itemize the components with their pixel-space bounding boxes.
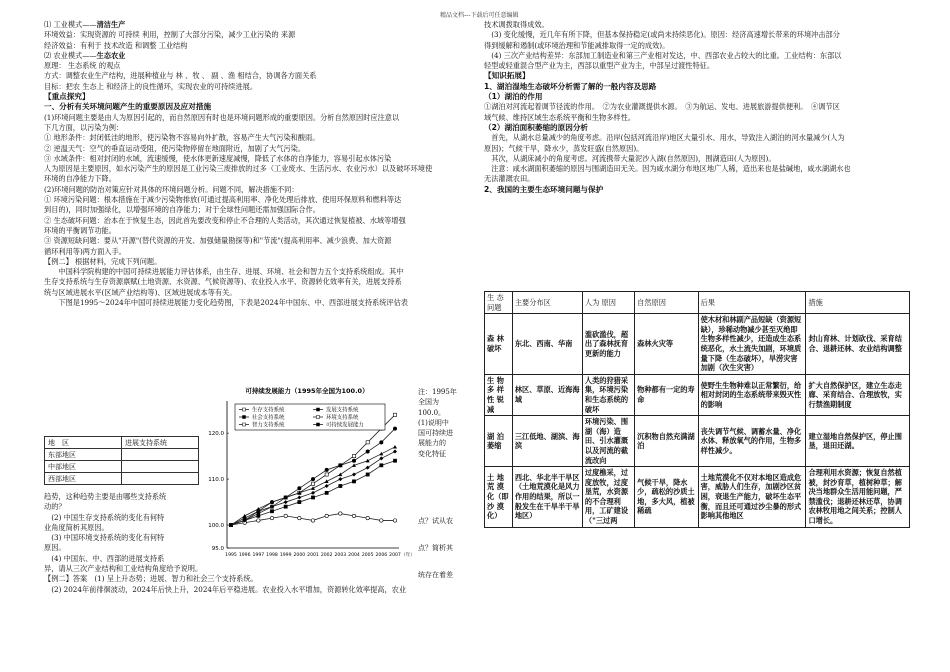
text-line: 技术调拨取得成效。 bbox=[484, 20, 549, 29]
x-tick-label: 2004 bbox=[348, 553, 360, 558]
data-point bbox=[311, 486, 315, 490]
x-tick-label: 1996 bbox=[238, 553, 251, 558]
data-point bbox=[393, 413, 396, 416]
text-line: (2) 2024年前徘徊波动，2024年后快上升，2024年后平稳进展。农业投入水平增加，资源转化效率提高，农业 bbox=[44, 584, 407, 594]
note-line: 注：1995年 bbox=[418, 388, 457, 396]
text-line: 原理： 生态系统 的观点 bbox=[44, 61, 121, 71]
table-header: 措施 bbox=[806, 292, 910, 314]
legend-label: 发展支持系统 bbox=[326, 407, 359, 414]
right-column bbox=[484, 20, 908, 195]
table-row bbox=[485, 416, 910, 467]
left-column bbox=[44, 20, 465, 308]
table-cell: 森林火灾等 bbox=[635, 314, 698, 375]
system-header: 进展支持系统 bbox=[122, 437, 199, 449]
text-line: ② 生态破坏问题：治本在于恢复生态，因此首先要改变和停止不合理的人类活动，其次通过恢复植被、水域等增强 bbox=[44, 215, 406, 225]
x-tick-label: 2001 bbox=[307, 553, 319, 558]
legend-label: 环境支持系统 bbox=[326, 415, 359, 421]
eco-table bbox=[484, 291, 910, 528]
text-line: 原因。 bbox=[44, 543, 66, 553]
data-point bbox=[311, 482, 314, 485]
x-tick-label: 1997 bbox=[252, 553, 265, 558]
text-line: 下图是1995～2024年中国可持续进展能力变化趋势图，下表是2024年中国东、中、西部进展支持系统评估表 bbox=[44, 298, 408, 308]
text-line: (2)环境问题的防治对策应针对具体的环境问题分析。问题不同，解决措施不同： bbox=[44, 184, 299, 194]
region-table bbox=[44, 436, 199, 485]
data-point bbox=[338, 477, 342, 481]
table-cell: 生 物 多 样 性 锐 减 bbox=[485, 374, 513, 415]
text-line: 域气候、维持区域生态系统平衡和生物多样性。 bbox=[484, 112, 635, 122]
text-line: 业角度简析其原因。 bbox=[44, 522, 109, 532]
table-cell: 合理利用水资源；恢复自然植被，封沙育草，植树种草；解决当地群众生活用能问题，严禁滥伐；退耕还林还草，协调农林牧用地之间关系；控制人口增长。 bbox=[806, 467, 910, 528]
text-line: (4) 中国东、中、西部的进展支持系 bbox=[44, 553, 165, 563]
text-line: 环境效益：实现资源的 可持续 利用，控制了大部分污染，减少工业污染的 来源 bbox=[44, 30, 296, 40]
note-line: 展能力的 bbox=[418, 439, 446, 448]
x-tick-label: 2002 bbox=[320, 553, 333, 558]
x-tick-label: 1999 bbox=[279, 553, 292, 558]
region-cell: 中部地区 bbox=[45, 461, 122, 473]
table-cell: 建立湿地自然保护区，停止围垦，退田还湖。 bbox=[806, 416, 910, 467]
region-header: 地 区 bbox=[45, 437, 122, 449]
data-point bbox=[393, 459, 396, 462]
note-line: 100.0。 bbox=[418, 408, 446, 417]
chart-notes bbox=[418, 387, 468, 459]
x-tick-label: 2006 bbox=[375, 553, 388, 558]
table-row bbox=[485, 314, 910, 375]
text-line: (3) 变化缓慢，近几年有所下降，但基本保持稳定(或尚未持续恶化)。原因：经济高速增长带来的环境冲击部分 bbox=[484, 30, 840, 40]
data-point bbox=[380, 464, 383, 467]
legend-marker bbox=[243, 423, 246, 426]
text-line: 【知识拓展】 bbox=[484, 71, 530, 81]
data-point bbox=[393, 427, 396, 430]
table-cell: 西北、华北半干旱区（土地荒漠化是风力作用的结果，所以一般发生在干旱半干旱地区） bbox=[512, 467, 582, 528]
legend-marker bbox=[317, 408, 320, 411]
y-tick-label: 100.0 bbox=[208, 523, 224, 530]
text-line: ① 环境污染问题：根本措施在于减少污染物排放(可通过提高利用率、净化处理后排放、使用环保原料和燃料等达 bbox=[44, 195, 402, 205]
data-point bbox=[338, 473, 342, 477]
data-point bbox=[380, 441, 383, 444]
table-header: 后果 bbox=[698, 292, 806, 314]
table-header: 自然原因 bbox=[635, 292, 698, 314]
table-row bbox=[485, 374, 910, 415]
text-line: 目标：把农 生态上 和经济上的良性循环，实现农业的可持续进展。 bbox=[44, 81, 258, 91]
data-point bbox=[352, 455, 355, 458]
legend-marker bbox=[317, 416, 320, 419]
text-line: 人为原因是主要原因，如水污染产生的原因是工业污染三废排放的过多（工业废水、生活污水、农业污水）以及破坏环境使 bbox=[44, 164, 433, 174]
text-line: 【重点探究】 bbox=[44, 92, 90, 102]
table-cell: 封山育林、计划砍伐、采育结合、退耕还林、农业结构调整 bbox=[806, 314, 910, 375]
table-header: 人为 原因 bbox=[582, 292, 634, 314]
data-point bbox=[366, 450, 369, 453]
note-line: 国可持续进 bbox=[418, 429, 453, 438]
data-point bbox=[352, 480, 355, 483]
left-lower bbox=[44, 492, 465, 595]
text-line: ② 逆温天气：空气的垂直运动受阻，使污染物停留在地面附近，加剧了大气污染。 bbox=[44, 143, 306, 153]
text-line: 环境的平衡调节功能。 bbox=[44, 225, 116, 235]
y-tick-label: 110.0 bbox=[208, 477, 224, 484]
text-line: 方式：调整农业生产结构，进展种植业与 林 、牧 、 副 、渔 相结合，协调各方面关系 bbox=[44, 71, 317, 81]
table-cell: 人类的狩猎采集，环境污染和生态系统的破坏 bbox=[582, 374, 634, 415]
text-line: 经济效益：有利于 技术改造 和调整 工业结构 bbox=[44, 40, 188, 50]
text-line: ③ 水域条件：相对封闭的水域，流速缓慢，使水体更新速度减慢，降低了水体的自净能力，容易引起水体污染 bbox=[44, 153, 392, 163]
legend-label: 可持续发展能力 bbox=[326, 422, 364, 429]
region-cell: 西部地区 bbox=[45, 473, 122, 485]
text-line: 1、湖泊湿地生态破坏分析需了解的一般内容及思路 bbox=[484, 81, 657, 91]
text-line: ① 地形条件：封闭低洼的地形，使污染物不容易向外扩散，容易产生大气污染和酸雨。 bbox=[44, 133, 320, 143]
data-point bbox=[352, 459, 355, 462]
data-point bbox=[339, 484, 342, 487]
text-line: 下几方面，以污染为例： bbox=[44, 122, 124, 132]
text-line: 【例二】答案 (1) 呈上升态势；进展、智力和社会三个支持系统。 bbox=[44, 574, 258, 584]
y-tick-label: 95.0 bbox=[211, 546, 224, 552]
data-point bbox=[352, 473, 356, 477]
data-point bbox=[393, 450, 397, 454]
x-tick-label: 2000 bbox=[293, 553, 306, 558]
table-cell: 扩大自然保护区，建立生态走廊、采育结合、合理放牧，实行禁渔期制度 bbox=[806, 374, 910, 415]
x-tick-label: 1998 bbox=[266, 553, 278, 558]
data-point bbox=[379, 452, 383, 456]
text-line: 无法灌溉农田。 bbox=[484, 174, 535, 184]
legend-marker bbox=[317, 423, 320, 426]
data-point bbox=[325, 484, 329, 488]
data-point bbox=[366, 441, 369, 444]
table-cell: 三江低地、湖滨、海滨 bbox=[512, 416, 582, 467]
y-tick-label: 120.0 bbox=[208, 431, 224, 438]
text-line: 动的？ bbox=[44, 502, 66, 512]
table-cell: 气候干旱，降水少，疏松的沙质土地，多大风，植被稀疏 bbox=[635, 467, 698, 528]
x-tick-label: 2005 bbox=[361, 553, 374, 558]
text-line: ⑵ 农业模式—— bbox=[44, 50, 97, 60]
legend-marker bbox=[243, 408, 246, 411]
table-cell: 土地荒漠化不仅对本地区造成危害，威胁人们生存，加剧沙区贫困，衰退生产能力，破坏生态平衡，而且还可通过沙尘暴的形式影响其他地区 bbox=[698, 467, 806, 528]
text-line: 统与区域进展水平(区域产业结构等)、区域进展成本等有关。 bbox=[44, 287, 237, 297]
note-line: 全国为 bbox=[418, 398, 439, 407]
chart-title: 可持续发展能力（1995年全国为100.0） bbox=[245, 387, 369, 395]
table-cell: 土 地 荒 漠 化（即 沙 漠 化） bbox=[485, 467, 513, 528]
bold-term: 生态农业 bbox=[96, 50, 126, 60]
note-line: (1)说明中 bbox=[418, 418, 449, 427]
text-line: (4) 三次产业结构差异：东部加工制造业和第三产业相对发达，中、西部农业占较大的比重。工业结构：东部以 bbox=[484, 50, 842, 60]
table-header: 生 态 问题 bbox=[485, 292, 513, 314]
data-point bbox=[366, 473, 369, 476]
table-cell: 使木材和林副产品短缺（资源短缺），珍稀动物减少甚至灭绝即生物多样性减少，还造成生态系统恶化，水土流失加剧，环境质量下降（生态破坏），旱涝灾害加剧（次生灾害） bbox=[698, 314, 806, 375]
text-line: 一、分析有关环境问题产生的重要原因及应对措施 bbox=[44, 102, 212, 112]
data-point bbox=[325, 473, 328, 476]
table-cell: 使野生生物种难以正常繁衍，给相对封闭的生态系统带来毁灭性的影响 bbox=[698, 374, 806, 415]
note-line: 统存在着差 bbox=[418, 571, 453, 579]
text-line: 环境的自净能力下降。 bbox=[44, 174, 116, 184]
bold-term: 清洁生产 bbox=[96, 20, 126, 29]
data-point bbox=[339, 464, 342, 467]
table-cell: 过度樵采，过度放牧，过度垦荒，水资源的不合理利用，工矿建设（"三过两 bbox=[582, 467, 634, 528]
text-line: (2) 中国生存支持系统的变化有何特 bbox=[44, 512, 165, 522]
data-point bbox=[366, 459, 370, 463]
text-line: （2）湖泊面积萎缩的原因分析 bbox=[484, 122, 589, 132]
x-axis-label: （年） bbox=[401, 553, 415, 558]
legend-label: 社会支持系统 bbox=[252, 415, 285, 421]
text-line: ①湖泊对河流起着调节径流的作用。 ②为农业灌溉提供水源。 ③为航运、发电、进展旅游提供便利。 ④调节区 bbox=[484, 102, 840, 112]
table-cell: 环境污染、围湖（海）造田、引水灌溉以及河流的截流改向 bbox=[582, 416, 634, 467]
x-tick-label: 1995 bbox=[225, 553, 237, 558]
data-point bbox=[393, 445, 397, 449]
x-tick-label: 2007 bbox=[389, 553, 401, 558]
text-line: 【例二】 根据材料，完成下列问题。 bbox=[44, 256, 162, 266]
table-cell: 滥砍滥伐，超出了森林抚育更新的能力 bbox=[582, 314, 634, 375]
text-line: ⑴ 工业模式—— bbox=[44, 20, 97, 29]
text-line: 循环利用等)两方面入手。 bbox=[44, 246, 126, 256]
table-cell: 东北、西南、华南 bbox=[512, 314, 582, 375]
table-cell: 沉积物自然充满湖泊 bbox=[635, 416, 698, 467]
legend-label: 生存支持系统 bbox=[252, 407, 285, 414]
note-line: 变化特征 bbox=[418, 449, 446, 458]
text-line: 原因)；气候干旱，降水少，蒸发旺盛(自然原因)。 bbox=[484, 143, 644, 153]
table-row bbox=[485, 467, 910, 528]
text-line: 生存支持系统与生存资源禀赋(土地资源、水资源、气候资源等)、农业投入水平、资源转化效率有关，进展支持系 bbox=[44, 277, 402, 287]
table-cell: 湖 泊 萎缩 bbox=[485, 416, 513, 467]
x-tick-label: 2003 bbox=[334, 553, 347, 558]
text-line: （1）湖泊的作用 bbox=[484, 92, 543, 102]
table-cell: 林区、草原、近海海域 bbox=[512, 374, 582, 415]
text-line: ③ 资源短缺问题：要从"开源"(替代资源的开发、加强储量勘探等)和"节流"(提高利用率、减少浪费、加大资源 bbox=[44, 236, 392, 246]
text-line: (1)环境问题主要是由人为原因引起的，而自然原因有时也是环境问题形成的重要原因。分析自然原因时应注意以 bbox=[44, 112, 400, 122]
text-line: 其次，从湖床减小的角度考虑。河流携带大量泥沙入湖(自然原因)，围湖造田(人为原因)。 bbox=[484, 153, 776, 163]
region-cell: 东部地区 bbox=[45, 449, 122, 461]
table-cell: 森 林 破坏 bbox=[485, 314, 513, 375]
table-cell: 丧失调节气候、调蓄水量、净化水体、释放氧气的作用，生物多样性减少。 bbox=[698, 416, 806, 467]
data-point bbox=[325, 468, 328, 471]
text-line: 异，请从三次产业结构和工业结构角度给予说明。 bbox=[44, 564, 203, 574]
data-point bbox=[325, 479, 329, 483]
text-line: 轻型或轻重混合型产业为主，西部以重型产业为主，中部呈过渡性特征。 bbox=[484, 61, 715, 71]
note-line: 点？简析其 bbox=[418, 544, 453, 552]
note-line: 点？试从农 bbox=[418, 517, 453, 525]
text-line: 注意：咸水湖面积萎缩的原因与围湖造田无关。因为咸水湖分布地区地广人稀，造出来也是盐碱地，咸水湖湖水也 bbox=[484, 164, 851, 174]
table-cell: 物种都有一定的寿命 bbox=[635, 374, 698, 415]
text-line: 中国科学院构建的中国可持续进展能力评估体系，由生存、进展、环境、社会和智力五个支持系统组成。其中 bbox=[44, 267, 404, 277]
table-header: 主要分布区 bbox=[512, 292, 582, 314]
text-line: 首先，从湖水总量减少的角度考虑。沿岸(包括河流沿岸)地区大量引水、用水，导致注入湖泊的河水量减少(人为 bbox=[484, 133, 845, 143]
page-header: 精品文档---下载后可任意编辑 bbox=[440, 12, 519, 19]
legend-label: 智力支持系统 bbox=[252, 422, 285, 429]
text-line: 到目的)，同时加强绿化，以增强环境的自净能力；对于全球性问题还需加强国际合作。 bbox=[44, 205, 320, 215]
text-line: 2、我国的主要生态环境问题与保护 bbox=[484, 184, 604, 194]
text-line: (3) 中国环境支持系统的变化有何特 bbox=[44, 533, 165, 543]
text-line: 趋势，这种趋势主要是由哪些支持系统 bbox=[44, 492, 167, 501]
legend-marker bbox=[243, 416, 246, 419]
text-line: 得到缓解和遏制(或环境治理和节能减排取得一定的成效)。 bbox=[484, 40, 670, 50]
data-point bbox=[298, 487, 301, 490]
data-point bbox=[311, 477, 314, 480]
